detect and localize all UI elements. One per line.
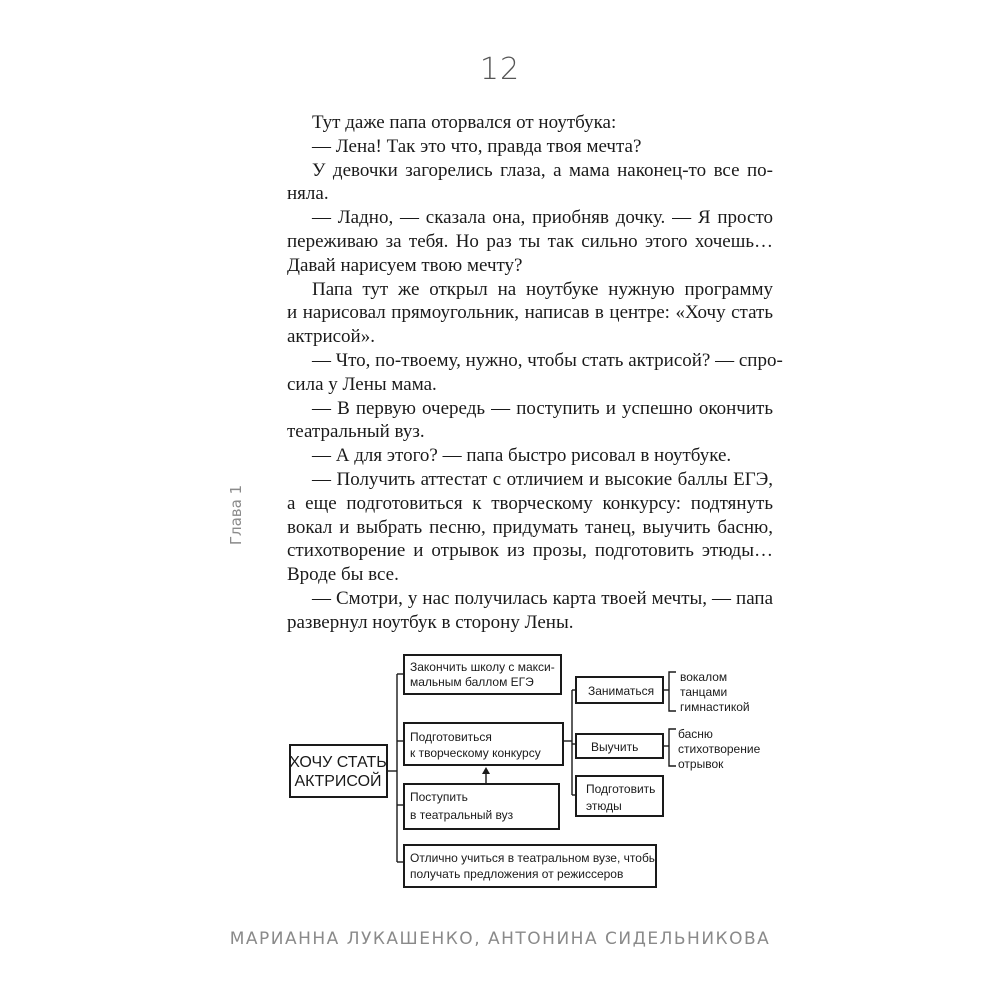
etudes-text: Подготовить: [586, 782, 656, 796]
text-line: Папа тут же открыл на ноутбуке нужную программу: [312, 278, 773, 300]
text-line: — Лена! Так это что, правда твоя мечта?: [312, 135, 642, 157]
learn-item: басню: [678, 727, 713, 741]
prepare-text: к творческому конкурсу: [410, 746, 541, 760]
root-text: АКТРИСОЙ: [294, 773, 382, 790]
enter-text: в театральный вуз: [410, 808, 514, 822]
learn-item: отрывок: [678, 757, 724, 771]
learn-text: Выучить: [591, 740, 639, 754]
enter-text: Поступить: [410, 790, 468, 804]
text-line: театральный вуз.: [287, 421, 425, 443]
chapter-label: Глава 1: [227, 484, 245, 546]
page-number: 12: [479, 52, 521, 87]
text-line: — А для этого? — папа быстро рисовал в ноутбуке.: [312, 445, 732, 467]
text-line: — Получить аттестат с отличием и высокие баллы ЕГЭ,: [312, 468, 773, 490]
text-line: У девочки загорелись глаза, а мама наконец-то все по-: [312, 159, 773, 181]
study-text: Отлично учиться в театральном вузе, чтобы: [410, 851, 658, 865]
text-line: а еще подготовиться к творческому конкурсу: подтянуть: [287, 492, 773, 514]
text-line: Вроде бы все.: [287, 564, 399, 586]
text-line: сила у Лены мама.: [287, 373, 437, 395]
learn-item: стихотворение: [678, 742, 761, 756]
school-text: мальным баллом ЕГЭ: [410, 675, 534, 689]
bracket: [669, 672, 676, 711]
text-line: — Смотри, у нас получилась карта твоей мечты, — папа: [312, 587, 773, 609]
arrow-head-icon: [482, 767, 490, 774]
text-line: — Ладно, — сказала она, приобняв дочку. — Я просто: [312, 207, 773, 229]
text-line: развернул ноутбук в сторону Лены.: [287, 611, 574, 633]
text-line: — Что, по-твоему, нужно, чтобы стать актрисой? — спро-: [312, 349, 783, 371]
root-text: ХОЧУ СТАТЬ: [289, 754, 387, 771]
text-line: — В первую очередь — поступить и успешно окончить: [312, 397, 773, 419]
school-text: Закончить школу с макси-: [410, 660, 555, 674]
footer-authors: МАРИАННА ЛУКАШЕНКО, АНТОНИНА СИДЕЛЬНИКОВА: [229, 929, 771, 949]
study-text: получать предложения от режиссеров: [410, 867, 624, 881]
text-line: вокал и выбрать песню, придумать танец, выучить басню,: [287, 516, 773, 538]
practice-item: вокалом: [680, 670, 728, 684]
practice-item: гимнастикой: [680, 700, 750, 714]
bracket: [669, 729, 676, 766]
text-line: переживаю за тебя. Но раз ты так сильно этого хочешь…: [287, 230, 773, 252]
practice-item: танцами: [680, 685, 728, 699]
prepare-text: Подготовиться: [410, 730, 492, 744]
practice-text: Заниматься: [588, 684, 655, 698]
text-line: актрисой».: [287, 326, 375, 348]
text-line: стихотворение и отрывок из прозы, подготовить этюды…: [287, 540, 773, 562]
text-line: и нарисовал прямоугольник, написав в центре: «Хочу стать: [287, 302, 773, 324]
text-line: Тут даже папа оторвался от ноутбука:: [312, 112, 617, 133]
text-line: няла.: [287, 183, 329, 205]
etudes-text: этюды: [586, 799, 622, 813]
text-line: Давай нарисуем твою мечту?: [287, 254, 523, 276]
